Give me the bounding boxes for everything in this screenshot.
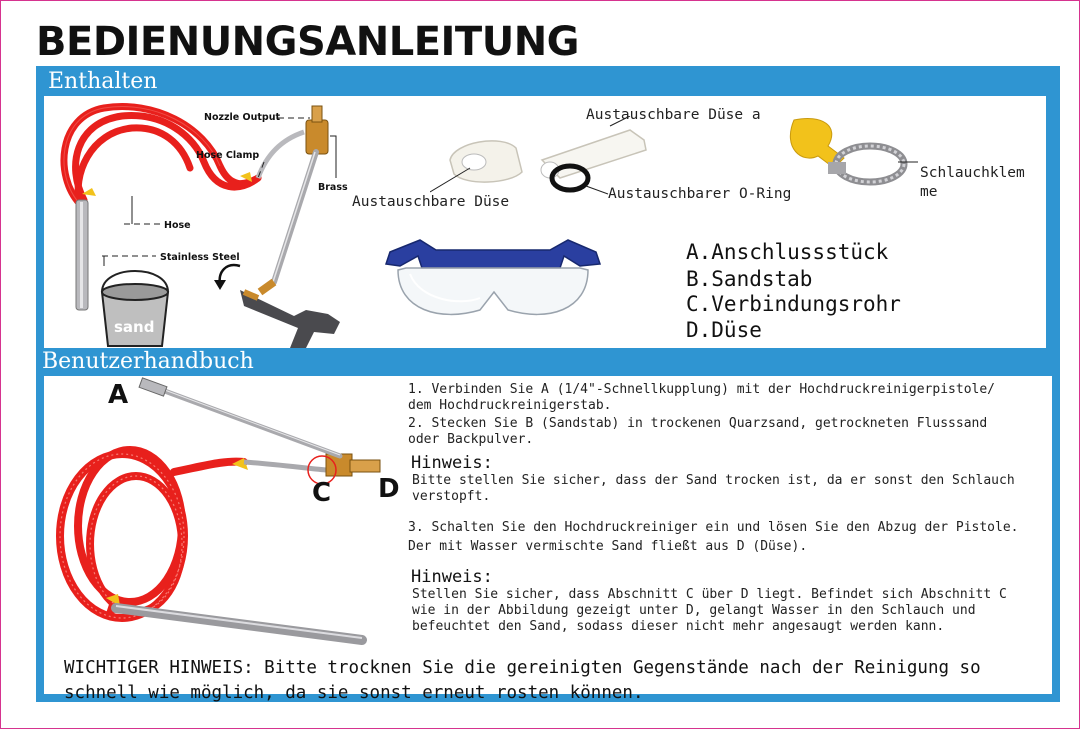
step-2: 2. Stecken Sie B (Sandstab) in trockenen Quarzsand, getrockneten Flusssand oder Backpulver. [408,416,988,447]
step-3: 3. Schalten Sie den Hochdruckreiniger ein und lösen Sie den Abzug der Pistole. Der mit Wasser vermischte Sand fließt aus D (Düse). [408,520,1019,554]
label-nozzle: Austauschbare Düse [352,194,510,210]
letter-c: C [312,478,332,508]
brass-fitting [306,120,328,154]
label-hose: Hose [164,220,191,231]
letter-d: D [378,474,400,504]
hose-clamp-icon [790,118,904,182]
safety-glasses-icon [380,230,606,336]
kit-diagram [44,96,374,348]
label-nozzle-a: Austauschbare Düse a [586,107,761,123]
section-header-enthalten: Enthalten [48,69,158,94]
ceramic-nozzle-icon [450,141,522,182]
important-note: WICHTIGER HINWEIS: Bitte trocknen Sie die gereinigten Gegenstände nach der Reinigung so schnell wie möglich, da sie sonst erneut rosten können. [64,658,981,703]
spray-gun-icon [240,290,340,348]
note-1-title: Hinweis: [411,453,493,473]
label-hose-clamp: Hose Clamp [196,150,260,161]
label-sand: sand [114,318,155,336]
list-item-c: C.Verbindungsrohr [686,292,901,316]
label-nozzle-output: Nozzle Output [204,112,281,123]
label-brass: Brass [318,182,348,193]
label-stainless-steel: Stainless Steel [160,252,240,263]
section-header-benutzerhandbuch: Benutzerhandbuch [42,349,254,374]
note-2-text: Stellen Sie sicher, dass Abschnitt C über D liegt. Befindet sich Abschnitt C wie in der Abbildung gezeigt unter D, gelangt Wasser in den Schlauch und befeuchtet den Sand, sodass dieser nicht mehr angesaugt werden kann. [412,587,1007,634]
note-1-text: Bitte stellen Sie sicher, dass der Sand trocken ist, da er sonst den Schlauch verstopft. [412,473,1015,504]
assembly-diagram [44,376,400,652]
note-2-title: Hinweis: [411,567,493,587]
label-o-ring: Austauschbarer O-Ring [608,186,792,202]
step-1: 1. Verbinden Sie A (1/4"-Schnellkupplung) mit der Hochdruckreinigerpistole/ dem Hochdruckreinigerstab. [408,382,995,413]
page-title: BEDIENUNGSANLEITUNG [36,19,579,65]
list-item-d: D.Düse [686,318,762,342]
list-item-b: B.Sandstab [686,267,813,291]
label-hose-clamp-part: Schlauchklem me [920,165,1025,200]
letter-a: A [108,380,129,410]
list-item-a: A.Anschlussstück [686,240,889,264]
assembly-hose-coil [60,450,244,618]
